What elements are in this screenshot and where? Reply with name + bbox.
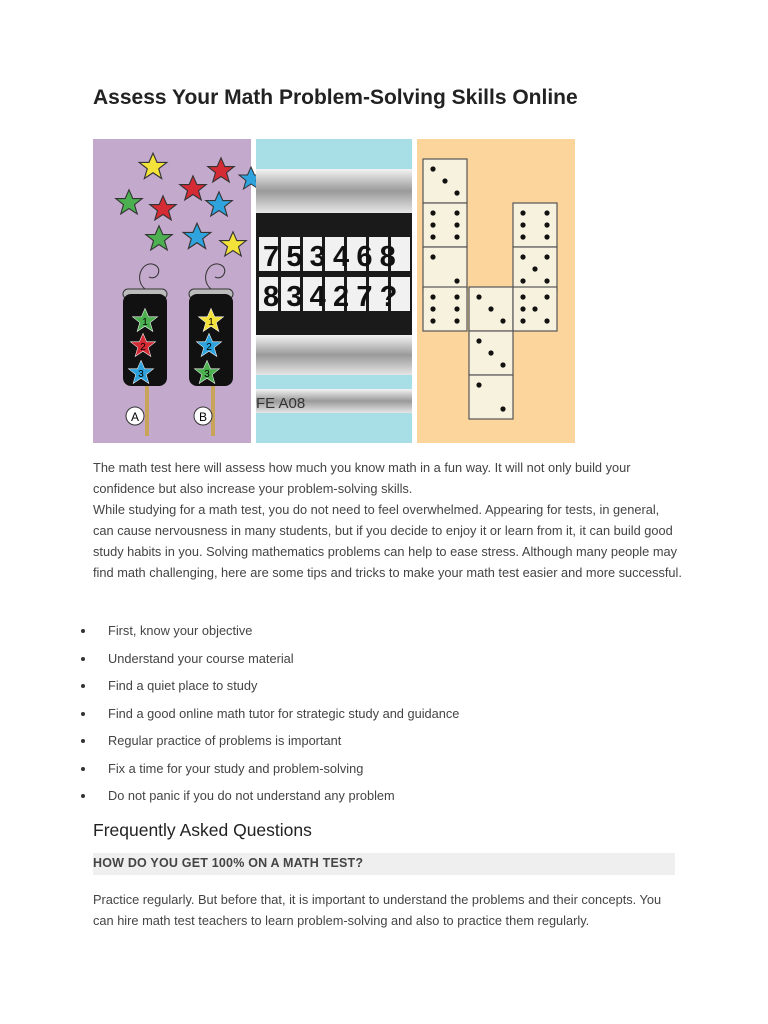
hero-image bbox=[93, 139, 575, 443]
page-title: Assess Your Math Problem-Solving Skills Online bbox=[93, 86, 578, 109]
bullet-icon bbox=[81, 794, 85, 798]
faq-answer bbox=[93, 889, 683, 931]
bullet-icon bbox=[81, 684, 85, 688]
svg-text:3: 3 bbox=[138, 369, 144, 380]
bullet-icon bbox=[81, 712, 85, 716]
firework-label-b: B bbox=[198, 410, 208, 424]
bullet-icon bbox=[81, 767, 85, 771]
tips-list bbox=[79, 620, 679, 813]
intro-paragraph: The math test here will assess how much you know math in a fun way. It will not only build your confidence but also increase your problem-solving skills. bbox=[93, 460, 631, 496]
faq-heading: Frequently Asked Questions bbox=[93, 820, 312, 840]
faq-question[interactable] bbox=[93, 853, 675, 875]
list-item: Fix a time for your study and problem-solving bbox=[79, 758, 679, 786]
intro-text bbox=[93, 457, 683, 583]
list-item: First, know your objective bbox=[79, 620, 679, 648]
list-item: Do not panic if you do not understand any problem bbox=[79, 785, 679, 813]
list-item: Regular practice of problems is important bbox=[79, 730, 679, 758]
dominoes-panel bbox=[417, 139, 575, 443]
counter-row-top: 753468 bbox=[263, 241, 403, 273]
counter-row-bottom: 83427? bbox=[263, 281, 405, 313]
svg-text:2: 2 bbox=[140, 342, 146, 353]
bullet-icon bbox=[81, 657, 85, 661]
counter-plate: FE A08 bbox=[256, 395, 306, 412]
svg-text:3: 3 bbox=[204, 369, 210, 380]
counter-display-icon bbox=[256, 139, 412, 443]
list-item: Find a good online math tutor for strategic study and guidance bbox=[79, 703, 679, 731]
svg-text:1: 1 bbox=[142, 317, 148, 328]
list-item: Understand your course material bbox=[79, 648, 679, 676]
list-item: Find a quiet place to study bbox=[79, 675, 679, 703]
intro-paragraph: While studying for a math test, you do not need to feel overwhelmed. Appearing for tests, in general, can cause nervousness in many students, but if you decide to enjoy it or learn from it, it can build good study habits in you. Solving mathematics problems can help to ease stress. Although many people may find math challenging, here are some tips and tricks to make your math test easier and more successful. bbox=[93, 502, 682, 580]
bullet-icon bbox=[81, 629, 85, 633]
firework-label-a: A bbox=[130, 410, 140, 424]
faq-question-text: HOW DO YOU GET 100% ON A MATH TEST? bbox=[93, 856, 364, 870]
svg-text:2: 2 bbox=[206, 342, 212, 353]
bullet-icon bbox=[81, 739, 85, 743]
svg-text:1: 1 bbox=[208, 317, 214, 328]
fireworks-panel bbox=[93, 139, 263, 443]
faq-answer-text: Practice regularly. But before that, it is important to understand the problems and their concepts. You can hire math test teachers to learn problem-solving and also to practice them regularly. bbox=[93, 892, 662, 928]
